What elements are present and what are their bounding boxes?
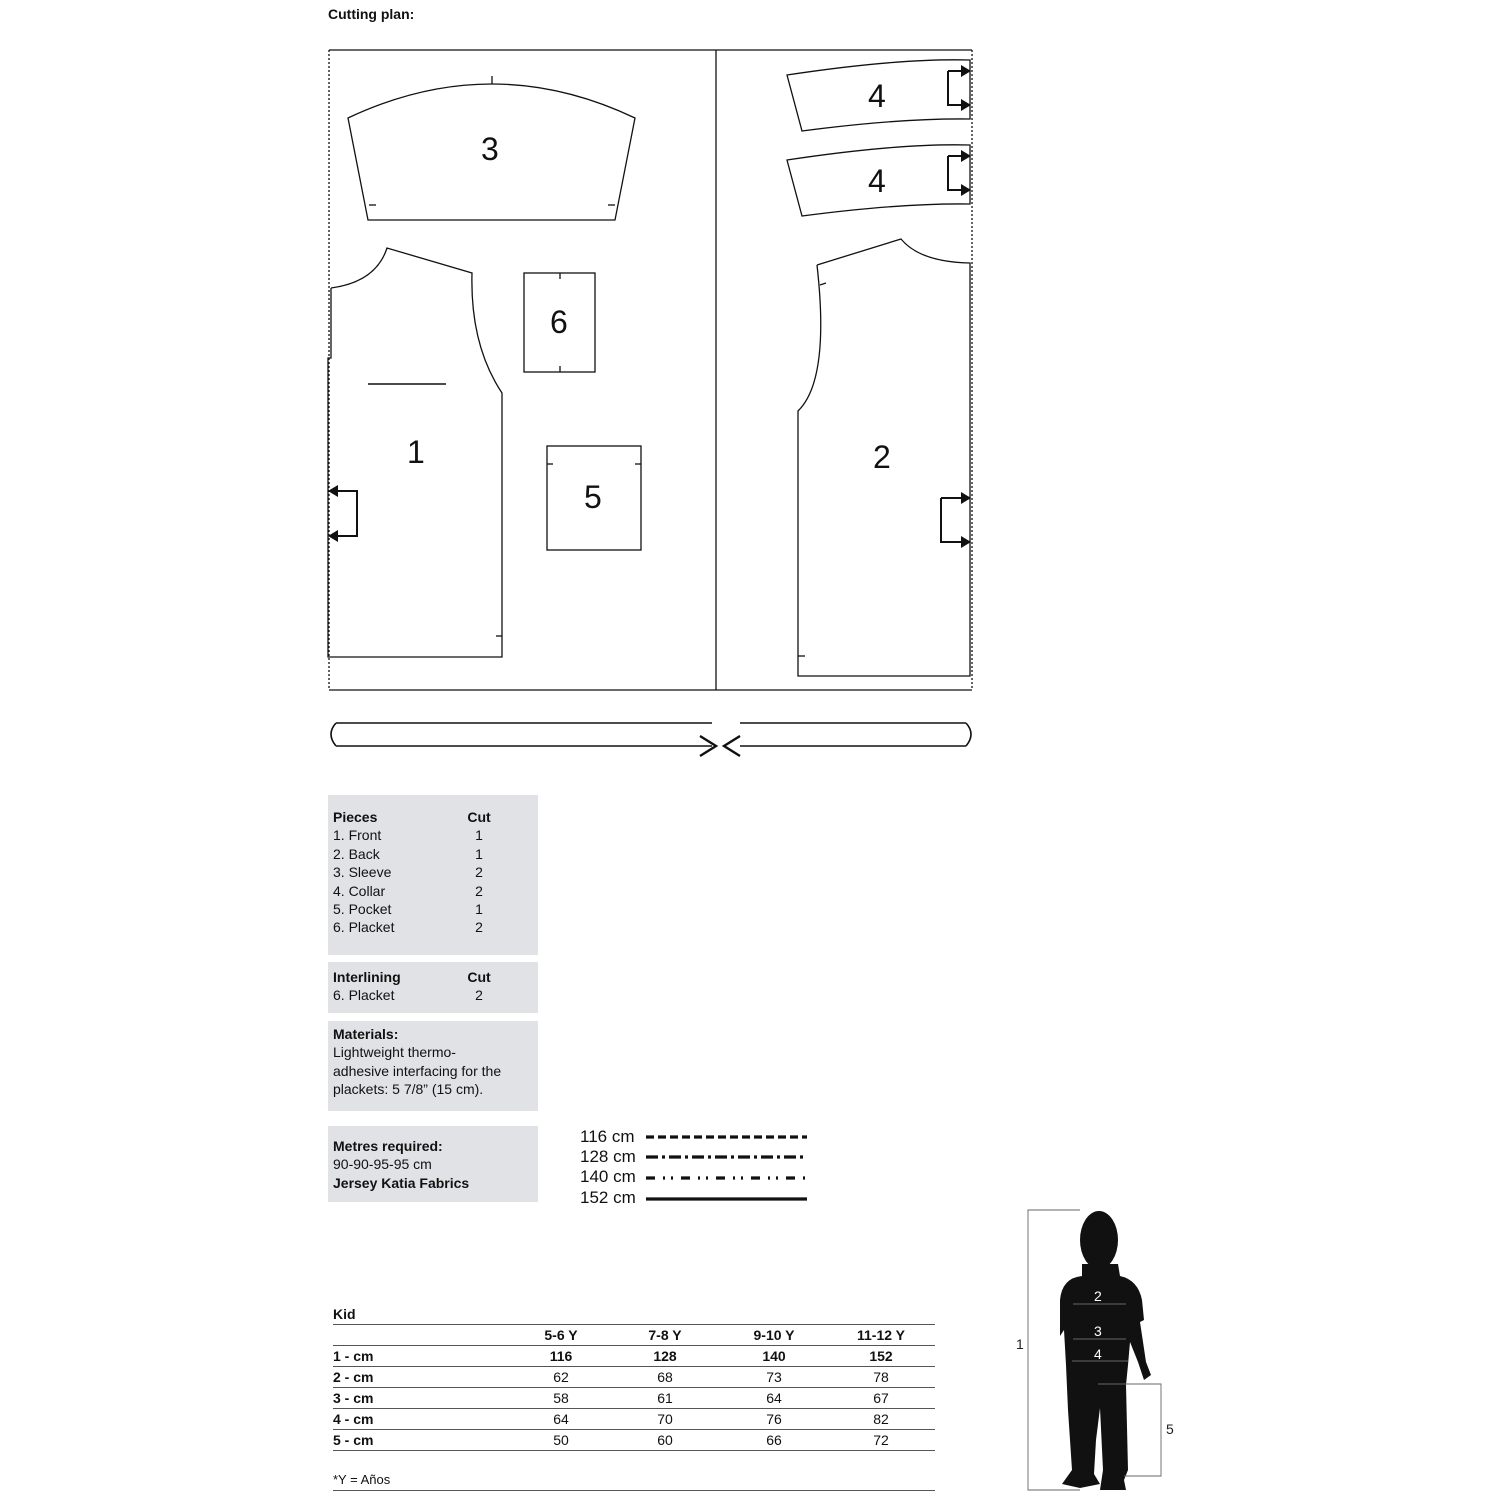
piece-row-label: 1. Front [333,827,382,844]
figure-label-height: 1 [1016,1336,1024,1352]
materials-line: plackets: 5 7/8” (15 cm). [333,1081,484,1098]
cell: 68 [609,1367,721,1388]
materials-line: adhesive interfacing for the [333,1062,502,1079]
cell: 58 [513,1388,609,1409]
cell: 62 [513,1367,609,1388]
legend-label-152: 152 cm [580,1188,636,1207]
table-row [333,1388,935,1409]
piece-row-label: 2. Back [333,845,380,862]
cell: 64 [721,1388,827,1409]
cell: 66 [721,1430,827,1451]
piece-row-label: 4. Collar [333,882,386,899]
row-label: 1 - cm [333,1346,513,1367]
size-header: 5-6 Y [513,1325,609,1346]
piece-label-1: 1 [407,434,425,470]
grain-line-back [941,498,969,542]
figure-label-waist: 3 [1094,1323,1102,1339]
interlining-cut-header: Cut [467,969,491,985]
cell: 72 [827,1430,935,1451]
table-row [333,1409,935,1430]
cell: 76 [721,1409,827,1430]
legend-label-128: 128 cm [580,1147,636,1166]
piece-label-2: 2 [873,439,891,475]
cell: 152 [827,1346,935,1367]
size-header: 7-8 Y [609,1325,721,1346]
piece-row-cut: 1 [475,845,483,862]
metres-box [328,1126,538,1202]
table-row [333,1346,935,1367]
cell: 128 [609,1346,721,1367]
cell: 61 [609,1388,721,1409]
legend-label-140: 140 cm [580,1167,636,1186]
size-table-caption: Kid [333,1304,935,1325]
piece-row-cut: 2 [475,882,483,899]
footnote: *Y = Años [333,1472,391,1487]
pieces-box [328,795,538,955]
child-silhouette [1060,1211,1151,1490]
cell: 78 [827,1367,935,1388]
metres-value: 90-90-95-95 cm [333,1156,432,1173]
cell: 70 [609,1409,721,1430]
table-row [333,1430,935,1451]
piece-label-3: 3 [481,131,499,167]
size-header: 9-10 Y [721,1325,827,1346]
row-label: 2 - cm [333,1367,513,1388]
cell: 50 [513,1430,609,1451]
interlining-header: Interlining [333,969,401,985]
materials-box [328,1021,538,1111]
figure-label-hip: 4 [1094,1346,1102,1362]
grain-line-collar-1 [948,71,969,105]
grain-line-front [330,491,357,536]
cell: 73 [721,1367,827,1388]
figure-label-inseam: 5 [1166,1421,1174,1437]
page-title: Cutting plan: [328,6,415,22]
footnote-rule [333,1490,935,1491]
row-label: 4 - cm [333,1409,513,1430]
size-header: 11-12 Y [827,1325,935,1346]
metres-title: Metres required: [333,1138,443,1154]
fabric-width-arrow [331,723,971,756]
size-header-blank [333,1325,513,1346]
figure-label-chest: 2 [1094,1288,1102,1304]
materials-title: Materials: [333,1026,399,1042]
row-label: 5 - cm [333,1430,513,1451]
piece-row-label: 3. Sleeve [333,864,392,881]
cell: 116 [513,1346,609,1367]
piece-row-cut: 2 [475,864,483,881]
piece-row-label: 6. Placket [333,919,395,936]
interlining-row-label: 6. Placket [333,987,395,1004]
piece-row-cut: 2 [475,919,483,936]
size-table [333,1304,935,1451]
cell: 140 [721,1346,827,1367]
piece-label-6: 6 [550,304,568,340]
cut-header: Cut [467,809,491,825]
cell: 60 [609,1430,721,1451]
piece-row-cut: 1 [475,901,483,918]
piece-row-cut: 1 [475,827,483,844]
cell: 82 [827,1409,935,1430]
cell: 67 [827,1388,935,1409]
cell: 64 [513,1409,609,1430]
piece-row-label: 5. Pocket [333,901,392,918]
metres-fabric: Jersey Katia Fabrics [333,1174,470,1191]
piece-label-4b: 4 [868,163,886,199]
piece-label-5: 5 [584,479,602,515]
grain-line-collar-2 [948,156,969,190]
piece-label-4a: 4 [868,78,886,114]
pieces-header: Pieces [333,809,378,825]
table-row [333,1367,935,1388]
legend-label-116: 116 cm [580,1127,635,1146]
interlining-box [328,962,538,1013]
row-label: 3 - cm [333,1388,513,1409]
materials-line: Lightweight thermo- [333,1044,456,1061]
interlining-row-cut: 2 [475,987,483,1004]
